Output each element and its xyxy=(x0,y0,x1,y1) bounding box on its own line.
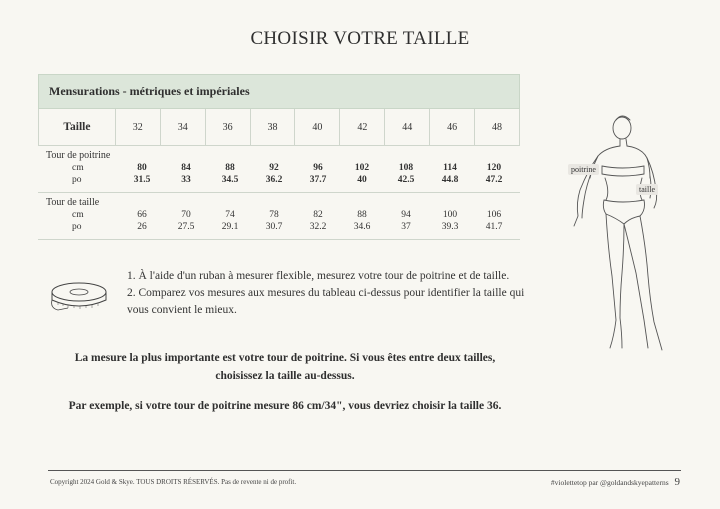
page-title: CHOISIR VOTRE TAILLE xyxy=(250,28,470,49)
instruction-step-2: 2. Comparez vos mesures aux mesures du tableau ci-dessus pour identifier la taille qui vous convient le mieux. xyxy=(127,287,525,316)
waist-po-value: 30.7 xyxy=(265,222,283,232)
bust-po-value: 47.2 xyxy=(485,175,503,185)
bust-po-label: po xyxy=(72,175,82,185)
bust-po-value: 44.8 xyxy=(441,175,459,185)
size-42: 42 xyxy=(340,109,385,145)
footer-copyright: Copyright 2024 Gold & Skye. TOUS DROITS RÉSERVÉS. Pas de revente ni de profit. xyxy=(50,478,297,486)
waist-po-label: po xyxy=(72,222,82,232)
bust-po-value: 42.5 xyxy=(397,175,415,185)
bust-cm-value: 102 xyxy=(354,163,370,173)
waist-po-value: 41.7 xyxy=(485,222,503,232)
footer-right xyxy=(551,476,680,488)
waist-tag: taille xyxy=(636,184,658,195)
size-46: 46 xyxy=(430,109,475,145)
bust-block xyxy=(38,146,520,193)
important-note: La mesure la plus importante est votre tour de poitrine. Si vous êtes entre deux tailles, choisissez la taille au-dessus. xyxy=(74,352,496,382)
waist-cm-value: 82 xyxy=(313,210,323,220)
bust-cm-value: 114 xyxy=(443,163,457,173)
bust-label: Tour de poitrine xyxy=(46,150,111,161)
page-number: 9 xyxy=(674,476,680,488)
waist-cm-label: cm xyxy=(72,210,84,220)
size-38: 38 xyxy=(251,109,296,145)
bust-tag: poitrine xyxy=(568,164,599,175)
instructions xyxy=(127,268,527,319)
waist-cm-value: 70 xyxy=(181,210,191,220)
waist-po-value: 39.3 xyxy=(441,222,459,232)
waist-cm-value: 78 xyxy=(269,210,279,220)
table-header: Mensurations - métriques et impériales xyxy=(38,74,520,109)
waist-po-value: 37 xyxy=(401,222,411,232)
bust-po-value: 37.7 xyxy=(309,175,327,185)
bust-cm-value: 80 xyxy=(137,163,147,173)
size-48: 48 xyxy=(475,109,520,145)
bust-cm-value: 84 xyxy=(181,163,191,173)
waist-cm-value: 88 xyxy=(357,210,367,220)
waist-cm-row xyxy=(38,209,520,221)
bust-po-value: 34.5 xyxy=(221,175,239,185)
size-36: 36 xyxy=(206,109,251,145)
bust-po-row xyxy=(38,174,520,186)
bust-cm-value: 96 xyxy=(313,163,323,173)
footer-divider xyxy=(48,470,681,471)
bust-cm-value: 120 xyxy=(486,163,502,173)
size-table xyxy=(38,74,520,240)
bust-po-value: 31.5 xyxy=(133,175,151,185)
waist-cm-value: 66 xyxy=(137,210,147,220)
waist-cm-value: 74 xyxy=(225,210,235,220)
size-32: 32 xyxy=(116,109,161,145)
waist-cm-value: 100 xyxy=(442,210,458,220)
bust-po-value: 33 xyxy=(181,175,191,185)
waist-cm-value: 94 xyxy=(401,210,411,220)
waist-label: Tour de taille xyxy=(46,197,100,208)
bust-cm-row xyxy=(38,162,520,174)
size-44: 44 xyxy=(385,109,430,145)
waist-cm-value: 106 xyxy=(486,210,502,220)
size-34: 34 xyxy=(161,109,206,145)
size-40: 40 xyxy=(295,109,340,145)
example-note: Par exemple, si votre tour de poitrine mesure 86 cm/34", vous devriez choisir la taille 36. xyxy=(68,400,502,412)
measuring-tape-icon xyxy=(48,278,110,319)
waist-po-value: 34.6 xyxy=(353,222,371,232)
waist-po-value: 32.2 xyxy=(309,222,327,232)
bust-po-value: 40 xyxy=(357,175,367,185)
waist-block xyxy=(38,193,520,240)
waist-po-value: 26 xyxy=(137,222,147,232)
bust-cm-label: cm xyxy=(72,163,84,173)
bust-cm-value: 92 xyxy=(269,163,279,173)
bust-cm-value: 88 xyxy=(225,163,235,173)
size-row xyxy=(38,109,520,146)
bust-cm-value: 108 xyxy=(398,163,414,173)
waist-po-value: 27.5 xyxy=(177,222,195,232)
waist-po-row xyxy=(38,221,520,233)
size-label: Taille xyxy=(39,109,116,145)
bust-po-value: 36.2 xyxy=(265,175,283,185)
waist-po-value: 29.1 xyxy=(221,222,239,232)
instruction-step-1: 1. À l'aide d'un ruban à mesurer flexible, mesurez votre tour de poitrine et de taille. xyxy=(127,270,510,282)
footer-hashtag: #violettetop par @goldandskyepatterns xyxy=(550,478,669,487)
croquis-figure-icon xyxy=(550,108,670,363)
